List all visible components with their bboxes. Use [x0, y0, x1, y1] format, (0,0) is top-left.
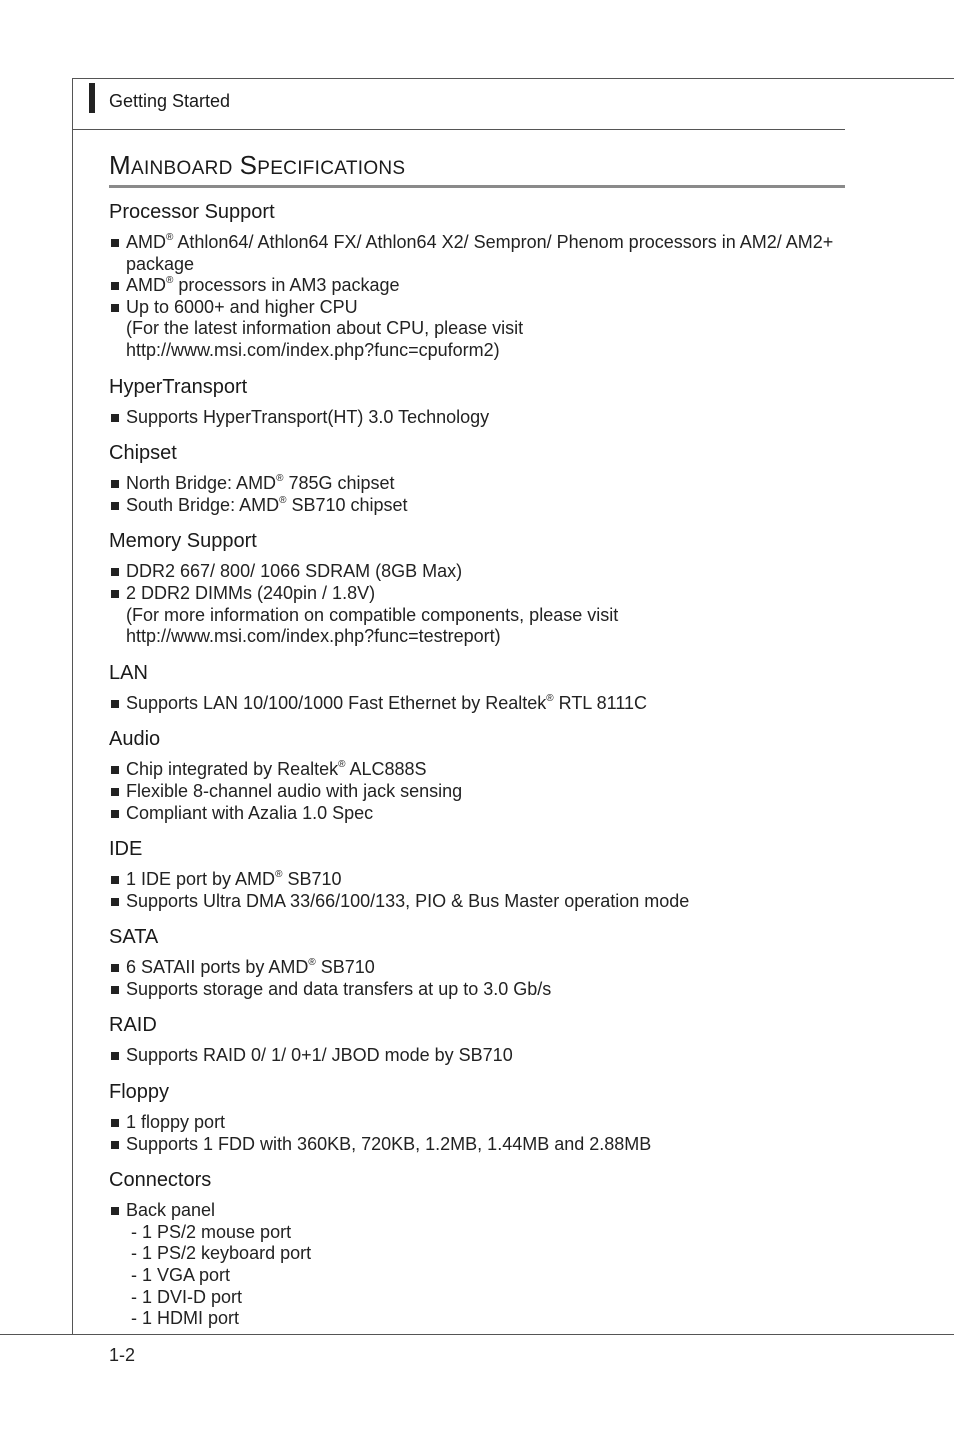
spec-text: Supports RAID 0/ 1/ 0+1/ JBOD mode by SB710: [126, 1045, 513, 1066]
title-rule: [109, 185, 845, 188]
registered-mark: ®: [308, 957, 316, 969]
spec-text: Athlon64/ Athlon64 FX/ Athlon64 X2/ Sempron/ Phenom processors in AM2/ AM2+ package: [126, 232, 834, 274]
spec-section: [109, 439, 845, 516]
spec-item: [109, 407, 845, 429]
connector-subitem: - 1 PS/2 mouse port: [131, 1221, 292, 1242]
spec-text: Supports HyperTransport(HT) 3.0 Technology: [126, 406, 490, 427]
connector-subitem: - 1 VGA port: [131, 1265, 231, 1286]
spec-text: SB710: [315, 957, 375, 978]
header-marker-bar: [89, 83, 95, 113]
spec-list: [109, 759, 845, 824]
spec-text: Up to 6000+ and higher CPU: [126, 296, 358, 317]
frame-top-line: [72, 78, 954, 79]
connector-subitem: - 1 HDMI port: [131, 1308, 240, 1329]
spec-list: [109, 869, 845, 912]
registered-mark: ®: [338, 759, 346, 771]
spec-text: South Bridge: AMD: [126, 494, 280, 515]
spec-text: North Bridge: AMD: [126, 473, 277, 494]
spec-text: SB710: [282, 869, 342, 890]
section-heading: HyperTransport: [109, 375, 248, 398]
spec-item: [109, 1112, 845, 1134]
section-heading: Audio: [109, 728, 161, 751]
spec-text: Supports storage and data transfers at up to 3.0 Gb/s: [126, 978, 552, 999]
spec-section: [109, 1011, 845, 1067]
spec-list: [109, 473, 845, 516]
registered-mark: ®: [276, 473, 284, 485]
frame-bottom-line: [0, 1334, 954, 1335]
spec-subline: (For the latest information about CPU, please visit: [126, 318, 524, 339]
spec-section: [109, 373, 845, 429]
spec-item: [109, 869, 845, 891]
spec-text: Supports Ultra DMA 33/66/100/133, PIO & Bus Master operation mode: [126, 890, 690, 911]
spec-item: [109, 891, 845, 913]
spec-section: [109, 725, 845, 824]
spec-text: Back panel: [126, 1200, 216, 1221]
spec-list: [109, 561, 845, 647]
spec-section: [109, 1166, 845, 1330]
spec-text: Supports LAN 10/100/1000 Fast Ethernet by Realtek: [126, 692, 547, 713]
spec-text: 6 SATAII ports by AMD: [126, 957, 309, 978]
spec-text: DDR2 667/ 800/ 1066 SDRAM (8GB Max): [126, 561, 463, 582]
section-heading: Memory Support: [109, 530, 257, 553]
section-heading: Floppy: [109, 1081, 170, 1104]
spec-text: 1 floppy port: [126, 1112, 226, 1133]
registered-mark: ®: [275, 869, 283, 881]
spec-item: [109, 979, 845, 1001]
spec-text: Compliant with Azalia 1.0 Spec: [126, 802, 374, 823]
registered-mark: ®: [279, 494, 287, 506]
section-heading: SATA: [109, 926, 159, 949]
spec-text: RTL 8111C: [553, 692, 648, 713]
spec-section: [109, 923, 845, 1000]
registered-mark: ®: [166, 275, 174, 287]
spec-section: [109, 659, 845, 715]
spec-item: [109, 957, 845, 979]
spec-text: processors in AM3 package: [173, 275, 400, 296]
spec-item: [109, 473, 845, 495]
spec-list: [109, 957, 845, 1000]
spec-item: [109, 297, 845, 362]
spec-item: [109, 781, 845, 803]
spec-item: [109, 803, 845, 825]
spec-item: [109, 1200, 845, 1330]
section-heading: Connectors: [109, 1169, 212, 1192]
spec-list: [109, 1045, 845, 1067]
spec-text: SB710 chipset: [286, 494, 408, 515]
registered-mark: ®: [166, 232, 174, 243]
spec-text: ALC888S: [345, 759, 427, 780]
spec-item: [109, 1045, 845, 1067]
section-heading: LAN: [109, 661, 148, 684]
spec-subline: http://www.msi.com/index.php?func=testreport): [126, 626, 501, 647]
section-heading: IDE: [109, 838, 143, 861]
spec-text: AMD: [126, 275, 166, 296]
spec-subline: http://www.msi.com/index.php?func=cpuform2): [126, 339, 500, 360]
spec-item: [109, 495, 845, 517]
spec-text: AMD: [126, 232, 166, 252]
connector-subitem: - 1 PS/2 keyboard port: [131, 1243, 312, 1264]
spec-subline: (For more information on compatible components, please visit: [126, 604, 619, 625]
header-rule: [72, 129, 845, 130]
spec-list: [109, 1200, 845, 1330]
spec-item: [109, 275, 845, 297]
running-header: Getting Started: [109, 91, 231, 111]
spec-item: [109, 1134, 845, 1156]
page-title: MAINBOARD SPECIFICATIONS: [109, 150, 406, 180]
spec-text: Supports 1 FDD with 360KB, 720KB, 1.2MB, 1.44MB and 2.88MB: [126, 1133, 652, 1154]
spec-text: 2 DDR2 DIMMs (240pin / 1.8V): [126, 582, 376, 603]
spec-list: [109, 693, 845, 715]
spec-section: [109, 527, 845, 647]
frame-left-line: [72, 78, 73, 1334]
spec-item: [109, 759, 845, 781]
spec-item: [109, 561, 845, 583]
spec-list: [109, 232, 845, 362]
spec-section: [109, 1078, 845, 1155]
spec-text: 1 IDE port by AMD: [126, 869, 276, 890]
spec-list: [109, 407, 845, 429]
spec-text: Chip integrated by Realtek: [126, 759, 339, 780]
page-number: 1-2: [109, 1345, 136, 1365]
spec-section: [109, 198, 845, 362]
connector-subitem: - 1 DVI-D port: [131, 1286, 243, 1307]
spec-content: [109, 198, 845, 1330]
spec-item: [109, 693, 845, 715]
spec-section: [109, 835, 845, 912]
section-heading: Chipset: [109, 442, 177, 465]
section-heading: Processor Support: [109, 201, 275, 223]
section-heading: RAID: [109, 1014, 157, 1037]
spec-list: [109, 1112, 845, 1155]
spec-item: [109, 583, 845, 648]
spec-text: Flexible 8-channel audio with jack sensing: [126, 780, 463, 801]
spec-item: [109, 232, 845, 275]
spec-text: 785G chipset: [283, 473, 395, 494]
registered-mark: ®: [546, 692, 554, 704]
